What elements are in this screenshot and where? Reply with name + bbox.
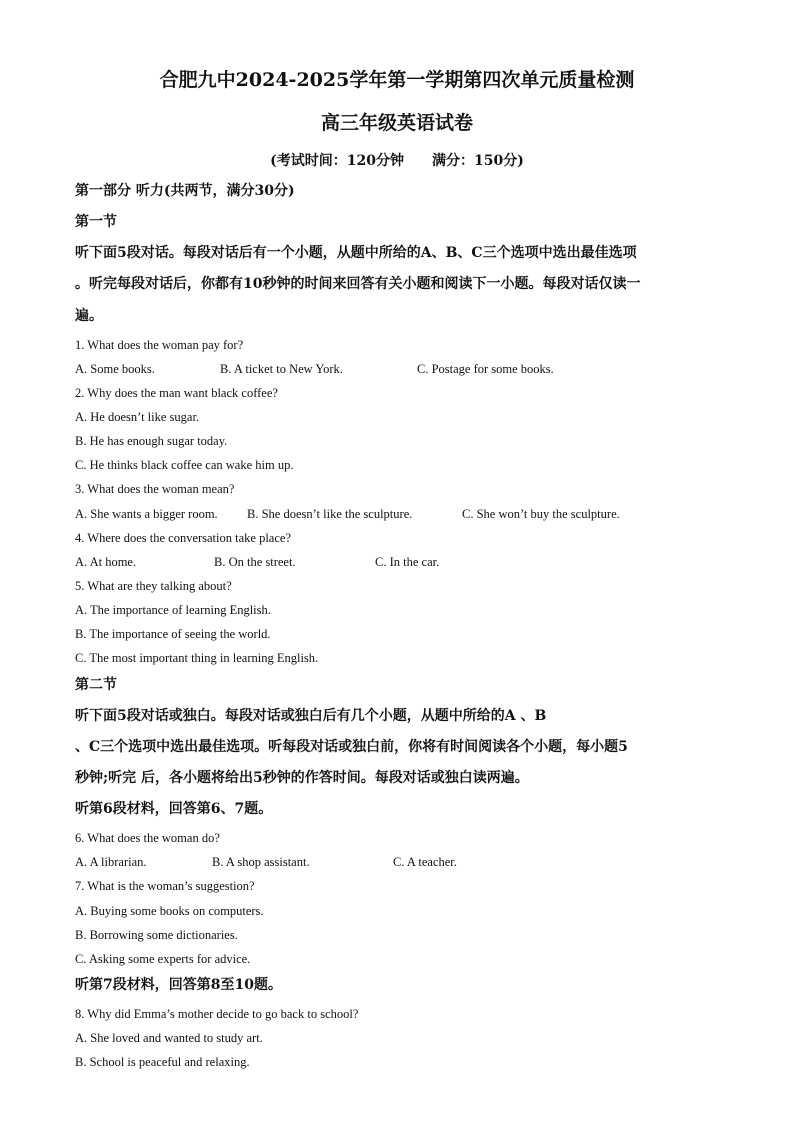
section1-instruction-line: 。听完每段对话后，你都有10秒钟的时间来回答有关小题和阅读下一小题。每段对话仅读一 bbox=[75, 276, 641, 292]
option-a: A. Some books. bbox=[75, 362, 155, 376]
exam-title: 合肥九中2024-2025学年第一学期第四次单元质量检测 bbox=[159, 69, 635, 91]
question-stem: 6. What does the woman do? bbox=[75, 831, 220, 845]
exam-subtitle: 高三年级英语试卷 bbox=[320, 112, 473, 134]
option-b: B. He has enough sugar today. bbox=[75, 434, 228, 448]
exam-info bbox=[0, 151, 794, 171]
exam-time: (考试时间：120分钟 bbox=[270, 153, 404, 169]
option-a: A. She loved and wanted to study art. bbox=[75, 1031, 263, 1045]
section2-instruction-line: 秒钟;听完 后，各小题将给出5秒钟的作答时间。每段对话或独白读两遍。 bbox=[75, 770, 529, 786]
section1-instruction-line: 遍。 bbox=[75, 308, 103, 324]
option-b: B. On the street. bbox=[214, 555, 296, 569]
option-a: A. She wants a bigger room. bbox=[75, 507, 218, 521]
question-stem: 8. Why did Emma’s mother decide to go back to school? bbox=[75, 1007, 359, 1021]
option-a: A. The importance of learning English. bbox=[75, 603, 271, 617]
option-c: C. She won’t buy the sculpture. bbox=[462, 507, 620, 521]
section2-instruction-line: 、C三个选项中选出最佳选项。听每段对话或独白前，你将有时间阅读各个小题，每小题5 bbox=[75, 739, 628, 755]
option-b: B. School is peaceful and relaxing. bbox=[75, 1055, 250, 1069]
section1-heading: 第一节 bbox=[75, 214, 117, 230]
option-c: C. The most important thing in learning English. bbox=[75, 651, 319, 665]
section2-heading: 第二节 bbox=[75, 677, 117, 693]
option-b: B. Borrowing some dictionaries. bbox=[75, 928, 238, 942]
material-heading: 听第6段材料，回答第6、7题。 bbox=[75, 801, 273, 817]
option-c: C. Postage for some books. bbox=[417, 362, 554, 376]
question-stem: 2. Why does the man want black coffee? bbox=[75, 386, 278, 400]
option-a: A. At home. bbox=[75, 555, 137, 569]
option-c: C. He thinks black coffee can wake him up. bbox=[75, 458, 294, 472]
option-b: B. A ticket to New York. bbox=[220, 362, 343, 376]
question-stem: 3. What does the woman mean? bbox=[75, 482, 235, 496]
question-stem: 7. What is the woman’s suggestion? bbox=[75, 879, 255, 893]
option-b: B. She doesn’t like the sculpture. bbox=[247, 507, 413, 521]
part1-heading: 第一部分 听力(共两节，满分30分) bbox=[75, 183, 295, 199]
option-c: C. In the car. bbox=[375, 555, 440, 569]
question-stem: 1. What does the woman pay for? bbox=[75, 338, 244, 352]
option-c: C. Asking some experts for advice. bbox=[75, 952, 251, 966]
option-b: B. A shop assistant. bbox=[212, 855, 310, 869]
option-a: A. He doesn’t like sugar. bbox=[75, 410, 200, 424]
question-stem: 5. What are they talking about? bbox=[75, 579, 232, 593]
section2-instruction-line: 听下面5段对话或独白。每段对话或独白后有几个小题，从题中所给的A 、B bbox=[75, 708, 547, 724]
option-c: C. A teacher. bbox=[393, 855, 457, 869]
option-b: B. The importance of seeing the world. bbox=[75, 627, 271, 641]
section1-instruction-line: 听下面5段对话。每段对话后有一个小题，从题中所给的A、B、C三个选项中选出最佳选项 bbox=[75, 245, 637, 261]
option-a: A. Buying some books on computers. bbox=[75, 904, 264, 918]
question-stem: 4. Where does the conversation take place? bbox=[75, 531, 291, 545]
exam-score: 满分：150分) bbox=[432, 153, 524, 169]
material-heading: 听第7段材料，回答第8至10题。 bbox=[75, 977, 282, 993]
option-a: A. A librarian. bbox=[75, 855, 147, 869]
